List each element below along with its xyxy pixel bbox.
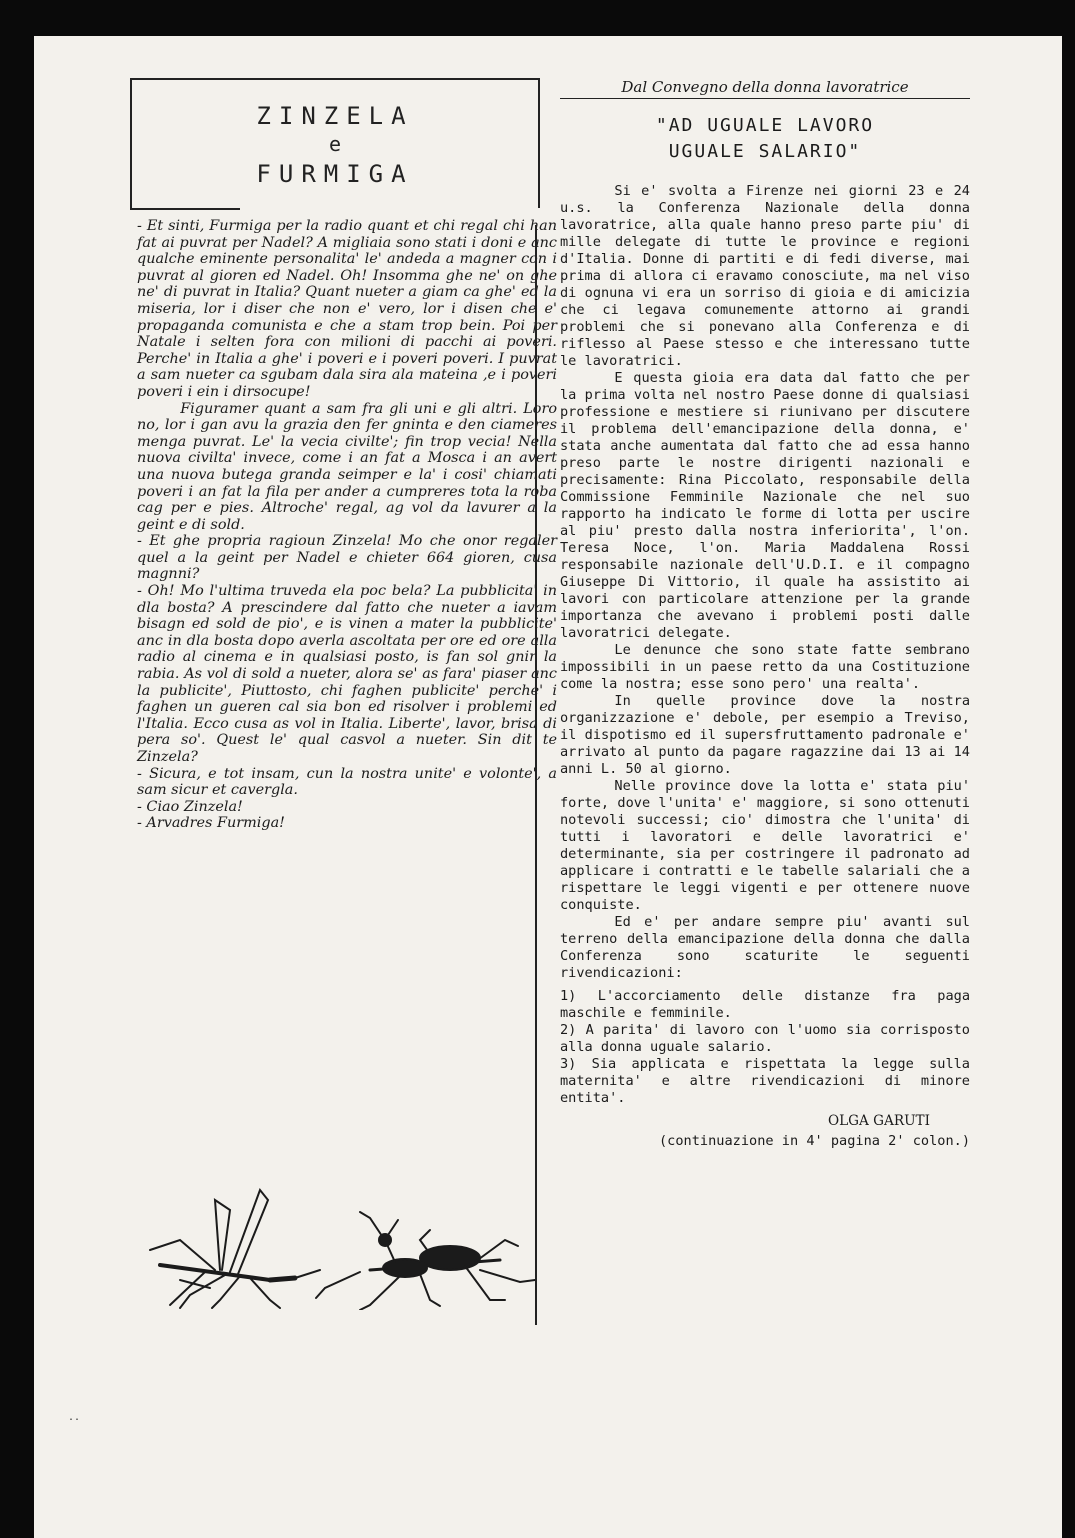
article-body	[560, 183, 970, 1107]
dialogue-paragraph: Figuramer quant a sam fra gli uni e gli altri. Loro no, lor i gan avu la grazia den fer gninta e den ciameres menga puvrat. Le' la vecia civilte'; fin trop vecia! Nella nuova civilta' invece, come i an fat a Mosca i an avert una nuova butega granda seimper e la' i cosi' chiamati poveri i an fat la fila per ander a cumpreres tota la roba cag per e pies. Altroche' regal, ag vol da lavurer a la geint e di sold.	[137, 400, 557, 533]
article-paragraph: Nelle province dove la lotta e' stata piu' forte, dove l'unita' e' maggiore, si sono ottenuti notevoli successi; cio' dimostra che l'unita' di tutti i lavoratori e delle lavoratrici e' determinante, sia per costringere il padronato ad applicare i contratti e le tabelle salariali che a rispettare le leggi vigenti e per ottenere nuove conquiste.	[560, 778, 970, 913]
article-paragraph: Le denunce che sono state fatte sembrano impossibili in un paese retto da una Costituzione come la nostra; esse sono pero' una realta'.	[560, 642, 970, 692]
dialogue-paragraph: - Oh! Mo l'ultima truveda ela poc bela? La pubblicita' in dla bosta? A prescindere dal fatto che nueter a iavam bisagn ed sold de pio', e is vinen a mater la pubblicite' anc in dla bosta dopo averla ascoltata per ore ed ore alla radio al cinema e in qualsiasi posto, is fan sol gnir la rabia. As vol di sold a nueter, alora se' as fara' piaser anc la publicite', Piuttosto, chi faghen publicite' perche' i faghen un gueren cal sia bon ed risolver i problemi ed l'Italia. Ecco cusa as vol in Italia. Liberte', lavor, brisa di pera so'. Quest le' qual casvol a nueter. Sin dit te Zinzela?	[137, 583, 557, 765]
article-paragraph: E questa gioia era data dal fatto che per la prima volta nel nostro Paese donne di qualsiasi professione e mestiere si riunivano per discutere il problema dell'emancipazione della donna, e' stata anche aumentata dal fatto che ad essa hanno preso parte le nostre dirigenti nazionali e precisamente: Rina Piccolato, responsabile della Commissione Femminile Nazionale che nel suo rapporto ha indicato le forme di lotta per uscire al piu' presto dalla nostra inferiorita', l'on. Teresa Noce, l'on. Maria Maddalena Rossi responsabile nazionale dell'U.D.I. e il compagno Giuseppe Di Vittorio, il quale ha assistito ai lavori con particolare attenzione per la grande importanza che avevano i problemi posti dalle lavoratrici delegate.	[560, 370, 970, 641]
article-paragraph: Ed e' per andare sempre piu' avanti sul terreno della emancipazione della donna che dalla Conferenza sono scaturite le seguenti rivendicazioni:	[560, 914, 970, 981]
title-line-3: FURMIGA	[256, 160, 414, 188]
dialogue-paragraph: - Ciao Zinzela!	[137, 798, 243, 815]
stray-marks: ..	[68, 1412, 81, 1423]
headline-line-2: UGUALE SALARIO"	[668, 141, 862, 162]
demand-item: 3) Sia applicata e rispettata la legge sulla maternita' e altre rivendicazioni di minore entita'.	[560, 1056, 970, 1106]
insects-drawing	[120, 1170, 540, 1310]
dialogue-column	[137, 218, 557, 832]
demand-item: 1) L'accorciamento delle distanze fra paga maschile e femminile.	[560, 988, 970, 1021]
headline-line-1: "AD UGUALE LAVORO	[655, 115, 875, 136]
column-divider	[535, 225, 537, 1325]
article-kicker: Dal Convegno della donna lavoratrice	[560, 78, 970, 99]
dialogue-paragraph: - Et sinti, Furmiga per la radio quant et chi regal chi han fat ai puvrat per Nadel? A migliaia sono stati i doni e anc qualche eminente personalita' le' andeda a magner con i puvrat al gioren ed Nadel. Oh! Insomma ghe ne' on ghe ne' di puvrat in Italia? Quant nueter a giam ca ghe' ed la miseria, lor i diser che non e' vero, lor i disen che e' propaganda comunista e che a stam trop bein. Poi per Natale i selten fora con milioni di pacchi ai poveri. Perche' in Italia a ghe' i poveri e i poveri poveri. I puvrat a sam nueter ca sgubam dala sira ala mateina ,e i poveri poveri i ein i dirsocupe!	[137, 218, 557, 400]
dialogue-paragraph: - Sicura, e tot insam, cun la nostra unite' e volonte', a sam sicur et cavergla.	[137, 765, 557, 799]
article-column	[560, 78, 970, 1149]
title-line-1: ZINZELA	[256, 102, 414, 130]
demand-item: 2) A parita' di lavoro con l'uomo sia corrisposto alla donna uguale salario.	[560, 1022, 970, 1055]
title-line-2: e	[328, 132, 342, 156]
article-paragraph: Si e' svolta a Firenze nei giorni 23 e 24 u.s. la Conferenza Nazionale della donna lavoratrice, alla quale hanno preso parte piu' di mille delegate di tutte le province e regioni d'Italia. Donne di partiti e di fedi diverse, mai prima di allora ci eravamo conosciute, ma nel viso di ognuna vi era un sorriso di gioia e di amicizia che ci legava comunemente attorno ai grandi problemi che si ponevano alla Conferenza e di riflesso al Paese stesso e che interessano tutte le lavoratrici.	[560, 183, 970, 369]
title-bottom-rule	[130, 208, 240, 210]
title-box	[130, 78, 540, 208]
continuation-note: (continuazione in 4' pagina 2' colon.)	[659, 1133, 970, 1149]
dialogue-paragraph: - Arvadres Furmiga!	[137, 815, 285, 832]
article-headline	[560, 113, 970, 165]
article-paragraph: In quelle province dove la nostra organizzazione e' debole, per esempio a Treviso, il dispotismo ed il supersfruttamento padronale e' arrivato al punto da pagare ragazzine dai 13 ai 14 anni L. 50 al giorno.	[560, 693, 970, 777]
dialogue-paragraph: - Et ghe propria ragioun Zinzela! Mo che onor regaler quel a la geint per Nadel e chieter 664 gioren, cusa magnni?	[137, 533, 557, 583]
author-signature: OLGA GARUTI	[828, 1113, 930, 1129]
